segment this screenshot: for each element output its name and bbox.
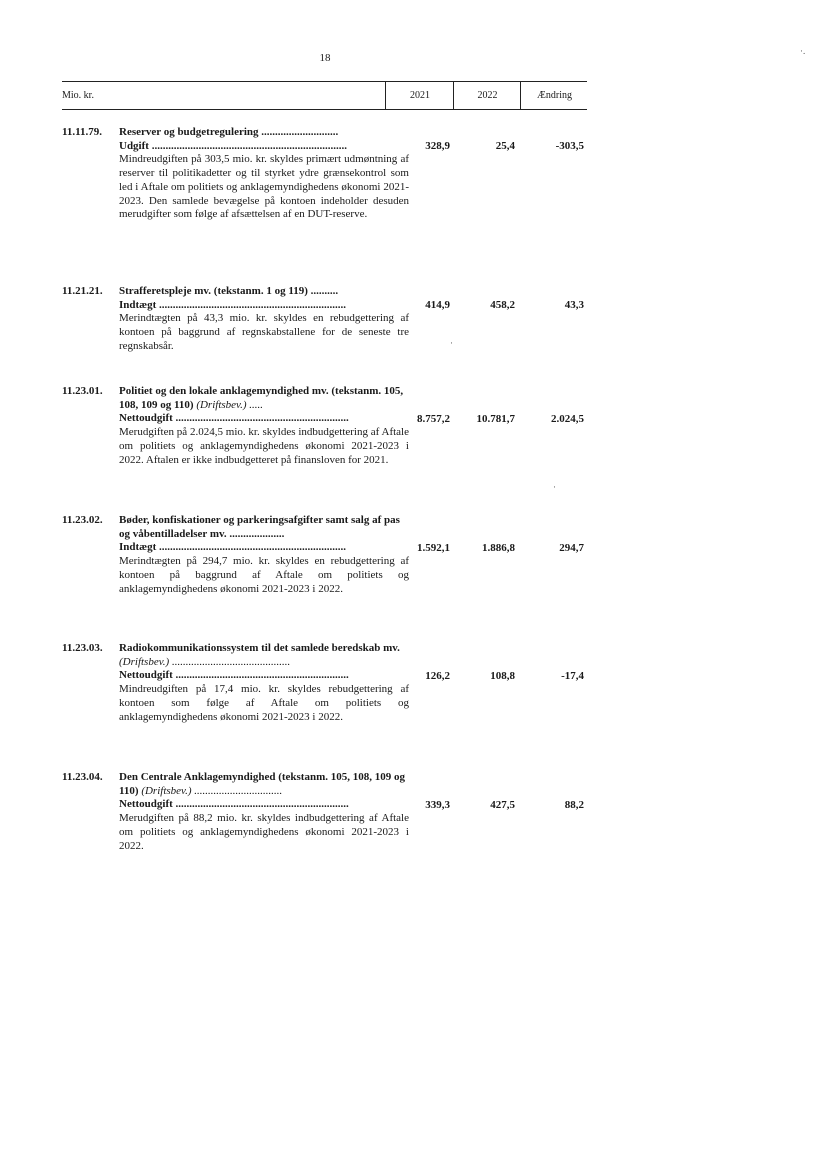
entry-title: Den Centrale Anklagemyndighed (tekstanm. 105, 108, 109 og 110) (Driftsbev.) ................................ <box>119 771 408 797</box>
entry-kind: Indtægt .................................................................... <box>119 541 347 554</box>
column-header-2021: 2021 <box>385 82 454 109</box>
entry-explanation: Merindtægten på 43,3 mio. kr. skyldes en rebudgettering af kontoen på baggrund af regnskabstallene for de seneste tre regnskabsår. <box>119 312 409 352</box>
scan-speck: ·. <box>800 46 806 56</box>
entry-title: Radiokommunikationssystem til det samlede beredskab mv. (Driftsbev.) ........................................... <box>119 642 403 668</box>
value-2022: 427,5 <box>490 799 515 811</box>
value-change: 43,3 <box>564 299 584 311</box>
scan-speck: · <box>553 482 556 492</box>
entry-title: Bøder, konfiskationer og parkeringsafgifter samt salg af pas og våbentilladelser mv. .................... <box>119 514 403 540</box>
entry-kind: Nettoudgift ............................................................... <box>119 412 349 425</box>
value-change: -303,5 <box>555 140 584 152</box>
entry-title: Reserver og budgetregulering ............................ <box>119 126 339 138</box>
account-code: 11.23.01. <box>62 385 103 397</box>
scan-speck: · <box>450 338 453 348</box>
account-code: 11.23.03. <box>62 642 103 654</box>
value-change: 88,2 <box>564 799 584 811</box>
column-header-change: Ændring <box>520 82 588 109</box>
value-change: -17,4 <box>561 670 584 682</box>
entry-kind: Udgift ....................................................................... <box>119 139 347 152</box>
value-2021: 328,9 <box>425 140 450 152</box>
value-2022: 25,4 <box>495 140 515 152</box>
entry-title: Strafferetspleje mv. (tekstanm. 1 og 119) .......... <box>119 285 339 297</box>
value-2021: 126,2 <box>425 670 450 682</box>
value-change: 2.024,5 <box>551 413 584 425</box>
entry-body <box>119 126 409 222</box>
value-2022: 108,8 <box>490 670 515 682</box>
page-number: 18 <box>319 52 331 64</box>
entry-body <box>119 285 409 354</box>
account-code: 11.11.79. <box>62 126 103 138</box>
value-2022: 458,2 <box>490 299 515 311</box>
account-code: 11.23.04. <box>62 771 103 783</box>
value-2022: 1.886,8 <box>482 542 515 554</box>
entry-explanation: Mindreudgiften på 303,5 mio. kr. skyldes primært udmøntning af reserver til politikadetter og til styrket ydre grænsekontrol som led i Aftale om politiets og anklagemyndighedens økonomi 2021-2023. Den samlede bevægelse på kontoen indeholder desuden merudgifter som følge af afsættelsen af en DUT-reserve. <box>119 153 409 221</box>
entry-kind: Nettoudgift ............................................................... <box>119 798 349 811</box>
table-header <box>62 81 587 110</box>
value-2021: 414,9 <box>425 299 450 311</box>
account-code: 11.23.02. <box>62 514 103 526</box>
entry-explanation: Mindreudgiften på 17,4 mio. kr. skyldes rebudgettering af kontoen som følge af Aftale om politiets og anklagemyndighedens økonomi 2021-2023 i 2022. <box>119 683 409 723</box>
entry-explanation: Merudgiften på 88,2 mio. kr. skyldes indbudgettering af Aftale om politiets og anklagemyndighedens økonomi 2021-2023 i 2022. <box>119 812 409 852</box>
value-2021: 339,3 <box>425 799 450 811</box>
value-change: 294,7 <box>559 542 584 554</box>
entry-kind: Nettoudgift ............................................................... <box>119 669 349 682</box>
column-header-2022: 2022 <box>453 82 521 109</box>
entry-explanation: Merindtægten på 294,7 mio. kr. skyldes en rebudgettering af kontoen på baggrund af Aftale om politiets og anklagemyndighedens økonomi 2021-2023 i 2022. <box>119 555 409 595</box>
value-2021: 8.757,2 <box>417 413 450 425</box>
entry-body <box>119 642 409 724</box>
entry-body <box>119 385 409 467</box>
account-code: 11.21.21. <box>62 285 103 297</box>
entry-title: Politiet og den lokale anklagemyndighed mv. (tekstanm. 105, 108, 109 og 110) (Driftsbev.) ..... <box>119 385 406 411</box>
entry-explanation: Merudgiften på 2.024,5 mio. kr. skyldes indbudgettering af Aftale om politiets og anklagemyndighedens økonomi 2021-2023 i 2022. Aftalen er ikke indbudgetteret på finansloven for 2021. <box>119 426 409 466</box>
entry-body <box>119 771 409 853</box>
value-2022: 10.781,7 <box>476 413 515 425</box>
value-2021: 1.592,1 <box>417 542 450 554</box>
unit-label: Mio. kr. <box>62 90 94 101</box>
entry-kind: Indtægt .................................................................... <box>119 298 347 311</box>
entry-body <box>119 514 409 596</box>
